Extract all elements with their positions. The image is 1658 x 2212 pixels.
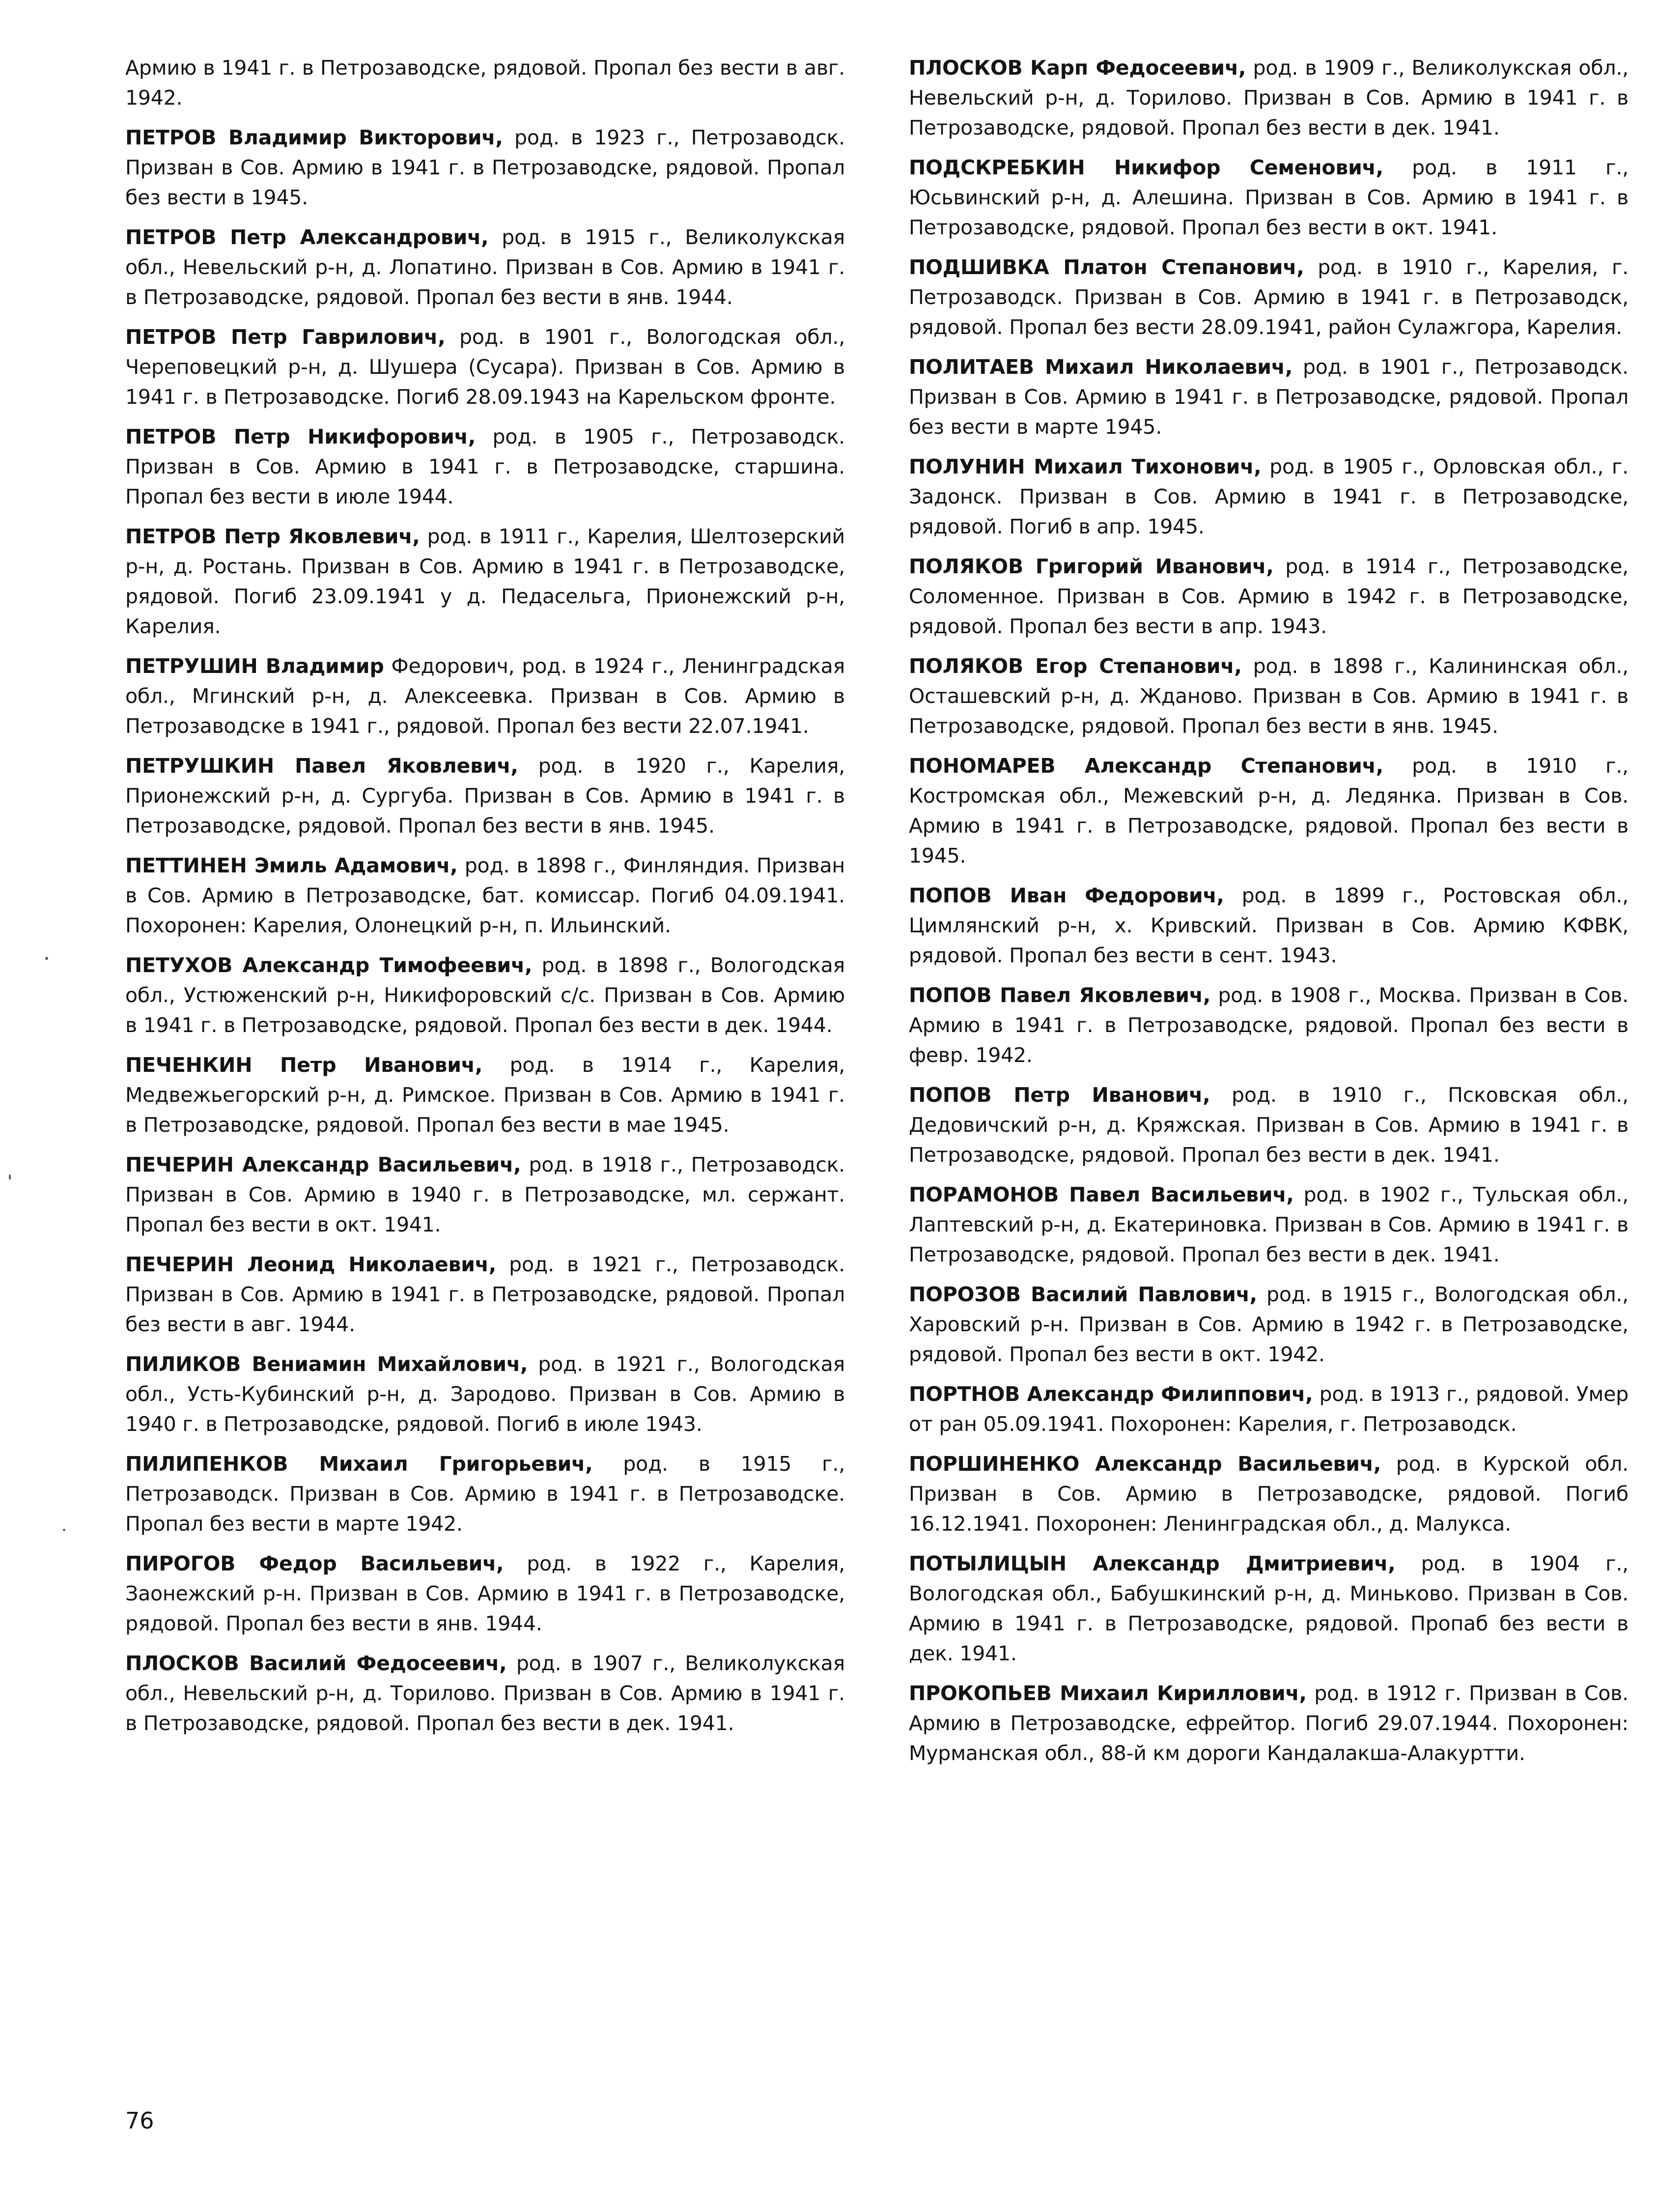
entry-text: род. в 1911 г., Юсьвинский р-н, д. Алешина. Призван в Сов. Армию в 1941 г. в Петрозаводске, рядовой. Пропал без вести в окт. 1941. (909, 156, 1629, 239)
entry (909, 1080, 1629, 1170)
entry-name: ПЛОСКОВ Карп Федосеевич, (909, 56, 1246, 80)
entry (125, 1649, 845, 1738)
entry-name: ПОРТНОВ Александр Филиппович, (909, 1382, 1313, 1406)
entry-text: род. в 1910 г., Карелия, г. Петрозаводск. Призван в Сов. Армию в 1941 г. в Петрозаводск, рядовой. Пропал без вести 28.09.1941, район Сулажгора, Карелия. (909, 255, 1629, 339)
entry (909, 252, 1629, 342)
left-column (125, 53, 845, 1748)
entry-name: ПОПОВ Иван Федорович, (909, 884, 1224, 907)
entry (125, 951, 845, 1040)
entry-text: род. в 1908 г., Москва. Призван в Сов. Армию в 1941 г. в Петрозаводске, рядовой. Пропал без вести в февр. 1942. (909, 983, 1629, 1067)
entry-text: род. в 1898 г., Финляндия. Призван в Сов. Армию в Петрозаводске, бат. комиссар. Погиб 04.09.1941. Похоронен: Карелия, Олонецкий р-н, п. Ильинский. (125, 854, 845, 937)
entry (909, 352, 1629, 442)
entry (125, 322, 845, 412)
entry-text: Армию в 1941 г. в Петрозаводске, рядовой. Пропал без вести в авг. 1942. (125, 56, 845, 110)
entry-text: род. в 1898 г., Вологодская обл., Устюженский р-н, Никифоровский с/с. Призван в Сов. Армию в 1941 г. в Петрозаводске, рядовой. Пропал без вести в дек. 1944. (125, 953, 845, 1037)
right-column (909, 53, 1629, 1778)
entry (909, 153, 1629, 243)
page-number: 76 (125, 2107, 154, 2134)
entry-name: ПЕЧЕНКИН Петр Иванович, (125, 1053, 483, 1077)
entry-text: род. в 1914 г., Петрозаводске, Соломенное. Призван в Сов. Армию в 1942 г. в Петрозаводске, рядовой. Пропал без вести в апр. 1943. (909, 555, 1629, 638)
entry (909, 1280, 1629, 1370)
entry-text: род. в Курской обл. Призван в Сов. Армию в Петрозаводске, рядовой. Погиб 16.12.1941. Похоронен: Ленинградская обл., д. Малукса. (909, 1452, 1629, 1536)
entry-name: ПЕТРОВ Петр Яковлевич, (125, 525, 420, 548)
entry (909, 1180, 1629, 1270)
entry (909, 651, 1629, 741)
entry-text: род. в 1902 г., Тульская обл., Лаптевский р-н, д. Екатериновка. Призван в Сов. Армию в 1941 г. в Петрозаводске, рядовой. Пропал без вести в дек. 1941. (909, 1183, 1629, 1266)
entry (125, 422, 845, 512)
entry-name: ПЕТТИНЕН Эмиль Адамович, (125, 854, 458, 877)
entry (125, 522, 845, 642)
entry (125, 1549, 845, 1639)
entry-text: род. в 1915 г., Петрозаводск. Призван в Сов. Армию в 1941 г. в Петрозаводске. Пропал без вести в марте 1942. (125, 1452, 845, 1536)
entry-name: ПОНОМАРЕВ Александр Степанович, (909, 754, 1383, 778)
entry (909, 1449, 1629, 1539)
entry-text: род. в 1915 г., Великолукская обл., Невельский р-н, д. Лопатино. Призван в Сов. Армию в 1941 г. в Петрозаводске, рядовой. Пропал без вести в янв. 1944. (125, 225, 845, 309)
entry (909, 1379, 1629, 1439)
entry (909, 53, 1629, 143)
entry-text: род. в 1904 г., Вологодская обл., Бабушкинский р-н, д. Миньково. Призван в Сов. Армию в 1941 г. в Петрозаводске, рядовой. Пропаб без вести в дек. 1941. (909, 1552, 1629, 1665)
entry-name: ПРОКОПЬЕВ Михаил Кириллович, (909, 1681, 1307, 1705)
entry (909, 881, 1629, 971)
entry-text: род. в 1915 г., Вологодская обл., Харовский р-н. Призван в Сов. Армию в 1942 г. в Петрозаводске, рядовой. Пропал без вести в окт. 1942. (909, 1283, 1629, 1366)
entry (909, 1679, 1629, 1768)
scan-speck (45, 957, 48, 960)
entry-name: ПЕТРОВ Петр Гаврилович, (125, 325, 446, 349)
entry-name: ПОДШИВКА Платон Степанович, (909, 255, 1304, 279)
entry (125, 1250, 845, 1340)
entry-name: ПОПОВ Павел Яковлевич, (909, 983, 1211, 1007)
entry-text: род. в 1907 г., Великолукская обл., Невельский р-н, д. Торилово. Призван в Сов. Армию в 1941 г. в Петрозаводске, рядовой. Пропал без вести в дек. 1941. (125, 1652, 845, 1735)
entry-name: ПЕТРУШКИН Павел Яковлевич, (125, 754, 518, 778)
entry-name: ПЕТРОВ Петр Никифорович, (125, 425, 476, 448)
entry (125, 1150, 845, 1240)
entry-text: род. в 1921 г., Петрозаводск. Призван в Сов. Армию в 1941 г. в Петрозаводске, рядовой. Пропал без вести в авг. 1944. (125, 1253, 845, 1336)
scan-speck (63, 1529, 65, 1531)
entry (125, 123, 845, 213)
entry-name: ПОРШИНЕНКО Александр Васильевич, (909, 1452, 1381, 1476)
entry (125, 751, 845, 841)
entry-text: род. в 1923 г., Петрозаводск. Призван в Сов. Армию в 1941 г. в Петрозаводске, рядовой. Пропал без вести в 1945. (125, 126, 845, 209)
entry-text: род. в 1901 г., Вологодская обл., Череповецкий р-н, д. Шушера (Сусара). Призван в Сов. Армию в 1941 г. в Петрозаводске. Погиб 28.09.1943 на Карельском фронте. (125, 325, 845, 409)
entry-text: род. в 1911 г., Карелия, Шелтозерский р-н, д. Ростань. Призван в Сов. Армию в 1941 г. в Петрозаводске, рядовой. Погиб 23.09.1941 у д. Педасельга, Прионежский р-н, Карелия. (125, 525, 845, 638)
entry-name: ПЕТРОВ Владимир Викторович, (125, 126, 503, 149)
entry-text: род. в 1909 г., Великолукская обл., Невельский р-н, д. Торилово. Призван в Сов. Армию в 1941 г. в Петрозаводске, рядовой. Пропал без вести в дек. 1941. (909, 56, 1629, 140)
entry-name: ПОЛЯКОВ Егор Степанович, (909, 654, 1242, 678)
entry-name: ПОТЫЛИЦЫН Александр Дмитриевич, (909, 1552, 1396, 1575)
entry-name: ПЕТРОВ Петр Александрович, (125, 225, 489, 249)
entry-text: род. в 1913 г., рядовой. Умер от ран 05.09.1941. Похоронен: Карелия, г. Петрозаводск. (909, 1382, 1629, 1436)
entry (909, 751, 1629, 871)
entry-name: ПИЛИКОВ Вениамин Михайлович, (125, 1352, 528, 1376)
entry-name: ПЕЧЕРИН Александр Васильевич, (125, 1153, 521, 1176)
entry (125, 1449, 845, 1539)
entry (909, 1549, 1629, 1669)
entry (909, 452, 1629, 542)
entry-name: ПЕТРУШИН Владимир (125, 654, 384, 678)
entry-name: ПОРАМОНОВ Павел Васильевич, (909, 1183, 1294, 1206)
entry (125, 851, 845, 941)
entry-name: ПОРОЗОВ Василий Павлович, (909, 1283, 1258, 1306)
entry-text: род. в 1905 г., Орловская обл., г. Задонск. Призван в Сов. Армию в 1941 г. в Петрозаводске, рядовой. Погиб в апр. 1945. (909, 455, 1629, 538)
entry-text: род. в 1898 г., Калининская обл., Осташевский р-н, д. Жданово. Призван в Сов. Армию в 1941 г. в Петрозаводске, рядовой. Пропал без вести в янв. 1945. (909, 654, 1629, 738)
entry-name: ПИЛИПЕНКОВ Михаил Григорьевич, (125, 1452, 593, 1476)
entry-text: род. в 1905 г., Петрозаводск. Призван в Сов. Армию в 1941 г. в Петрозаводске, старшина. Пропал без вести в июле 1944. (125, 425, 845, 508)
entry-text: род. в 1901 г., Петрозаводск. Призван в Сов. Армию в 1941 г. в Петрозаводске, рядовой. Пропал без вести в марте 1945. (909, 355, 1629, 439)
entry (125, 1349, 845, 1439)
entry (125, 53, 845, 113)
entry-text: род. в 1910 г., Костромская обл., Межевский р-н, д. Ледянка. Призван в Сов. Армию в 1941 г. в Петрозаводске, рядовой. Пропал без вести в 1945. (909, 754, 1629, 868)
entry-text: род. в 1922 г., Карелия, Заонежский р-н. Призван в Сов. Армию в 1941 г. в Петрозаводске, рядовой. Пропал без вести в янв. 1944. (125, 1552, 845, 1635)
entry (125, 1050, 845, 1140)
entry-text: род. в 1914 г., Карелия, Медвежьегорский р-н, д. Римское. Призван в Сов. Армию в 1941 г. в Петрозаводске, рядовой. Пропал без вести в мае 1945. (125, 1053, 845, 1137)
entry-text: род. в 1920 г., Карелия, Прионежский р-н, д. Сургуба. Призван в Сов. Армию в 1941 г. в Петрозаводске, рядовой. Пропал без вести в янв. 1945. (125, 754, 845, 838)
scan-speck (9, 1174, 11, 1180)
entry-name: ПЛОСКОВ Василий Федосеевич, (125, 1652, 507, 1675)
entry (909, 980, 1629, 1070)
entry-name: ПЕЧЕРИН Леонид Николаевич, (125, 1253, 497, 1276)
entry-name: ПЕТУХОВ Александр Тимофеевич, (125, 953, 533, 977)
entry (125, 223, 845, 312)
entry-name: ПОДСКРЕБКИН Никифор Семенович, (909, 156, 1383, 179)
entry-name: ПОЛИТАЕВ Михаил Николаевич, (909, 355, 1293, 379)
entry-text: род. в 1910 г., Псковская обл., Дедовичский р-н, д. Кряжская. Призван в Сов. Армию в 1941 г. в Петрозаводске, рядовой. Пропал без вести в дек. 1941. (909, 1083, 1629, 1167)
entry-text: род. в 1918 г., Петрозаводск. Призван в Сов. Армию в 1940 г. в Петрозаводске, мл. сержант. Пропал без вести в окт. 1941. (125, 1153, 845, 1236)
entry-text: Федорович, род. в 1924 г., Ленинградская обл., Мгинский р-н, д. Алексеевка. Призван в Сов. Армию в Петрозаводске в 1941 г., рядовой. Пропал без вести 22.07.1941. (125, 654, 845, 738)
entry-text: род. в 1921 г., Вологодская обл., Усть-Кубинский р-н, д. Зародово. Призван в Сов. Армию в 1940 г. в Петрозаводске, рядовой. Погиб в июле 1943. (125, 1352, 845, 1436)
entry-text: род. в 1912 г. Призван в Сов. Армию в Петрозаводске, ефрейтор. Погиб 29.07.1944. Похоронен: Мурманская обл., 88-й км дороги Кандалакша-Алакуртти. (909, 1681, 1629, 1765)
entry-name: ПИРОГОВ Федор Васильевич, (125, 1552, 504, 1575)
entry-text: род. в 1899 г., Ростовская обл., Цимлянский р-н, х. Кривский. Призван в Сов. Армию КФВК, рядовой. Пропал без вести в сент. 1943. (909, 884, 1629, 967)
entry (909, 552, 1629, 642)
entry-name: ПОЛУНИН Михаил Тихонович, (909, 455, 1262, 478)
entry (125, 651, 845, 741)
entry-name: ПОПОВ Петр Иванович, (909, 1083, 1210, 1107)
entry-name: ПОЛЯКОВ Григорий Иванович, (909, 555, 1274, 578)
